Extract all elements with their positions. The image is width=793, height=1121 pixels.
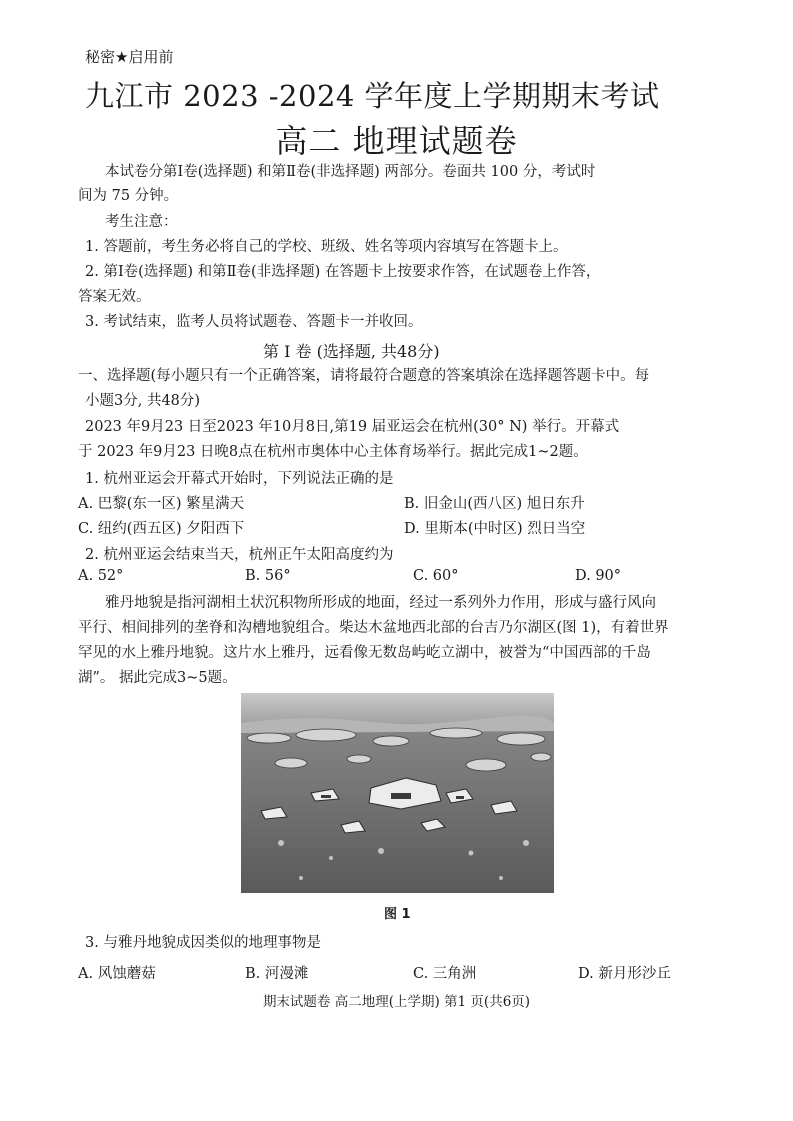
question-2-option-a: A. 52° — [78, 568, 124, 584]
material-2-line-2: 平行、相间排列的垄脊和沟槽地貌组合。柴达木盆地西北部的台吉乃尔湖区(图 1)，有着世界 — [78, 620, 669, 636]
material-2-line-3: 罕见的水上雅丹地貌。这片水上雅丹，远看像无数岛屿屹立湖中，被誉为“中国西部的千岛 — [78, 645, 651, 661]
section-title: 第 Ⅰ 卷 (选择题, 共48分) — [263, 342, 440, 361]
question-1-stem: 1. 杭州亚运会开幕式开始时，下列说法正确的是 — [85, 471, 394, 487]
question-1-option-a: A. 巴黎(东一区) 繁星满天 — [78, 496, 245, 512]
question-2-option-d: D. 90° — [575, 568, 622, 584]
intro-line-1: 本试卷分第Ⅰ卷(选择题) 和第Ⅱ卷(非选择题) 两部分。卷面共 100 分，考试时 — [105, 164, 596, 180]
question-2-stem: 2. 杭州亚运会结束当天，杭州正午太阳高度约为 — [85, 547, 394, 563]
page-footer: 期末试题卷 高二地理(上学期) 第1 页(共6页) — [262, 994, 531, 1010]
intro-line-2: 间为 75 分钟。 — [78, 188, 179, 204]
question-3-option-b: B. 河漫滩 — [245, 966, 309, 982]
material-1-line-2: 于 2023 年9月23 日晚8点在杭州市奥体中心主体育场举行。据此完成1~2题。 — [78, 444, 588, 460]
question-1-option-b: B. 旧金山(西八区) 旭日东升 — [404, 496, 585, 512]
notice-item-2-cont: 答案无效。 — [78, 289, 151, 305]
confidential-label: 秘密★启用前 — [85, 48, 174, 66]
question-3-option-c: C. 三角洲 — [413, 966, 477, 982]
material-1-line-1: 2023 年9月23 日至2023 年10月8日,第19 届亚运会在杭州(30° N) 举行。开幕式 — [85, 419, 620, 435]
material-2-line-4: 湖”。 据此完成3~5题。 — [78, 670, 237, 686]
notice-title: 考生注意： — [105, 214, 178, 230]
paper-title: 高二 地理试题卷 — [275, 122, 518, 160]
yardang-lake-photo — [241, 693, 554, 893]
question-3-option-d: D. 新月形沙丘 — [578, 966, 671, 982]
section-instructions-cont: 小题3分, 共48分) — [85, 393, 201, 409]
material-2-line-1: 雅丹地貌是指河湖相土状沉积物所形成的地面，经过一系列外力作用，形成与盛行风向 — [105, 595, 656, 611]
exam-title: 九江市 2023 -2024 学年度上学期期末考试 — [85, 79, 660, 113]
question-1-option-c: C. 纽约(西五区) 夕阳西下 — [78, 521, 245, 537]
question-1-option-d: D. 里斯本(中时区) 烈日当空 — [404, 521, 586, 537]
question-2-option-b: B. 56° — [245, 568, 291, 584]
question-3-option-a: A. 风蚀蘑菇 — [78, 966, 156, 982]
section-instructions: 一、选择题(每小题只有一个正确答案，请将最符合题意的答案填涂在选择题答题卡中。每 — [78, 368, 650, 384]
figure-caption: 图 1 — [384, 907, 411, 922]
question-2-option-c: C. 60° — [413, 568, 459, 584]
yardang-photo-drawing — [241, 693, 554, 893]
question-3-stem: 3. 与雅丹地貌成因类似的地理事物是 — [85, 935, 321, 951]
notice-item-2: 2. 第Ⅰ卷(选择题) 和第Ⅱ卷(非选择题) 在答题卡上按要求作答，在试题卷上作答， — [85, 264, 601, 280]
notice-item-3: 3. 考试结束，监考人员将试题卷、答题卡一并收回。 — [85, 314, 423, 330]
notice-item-1: 1. 答题前，考生务必将自己的学校、班级、姓名等项内容填写在答题卡上。 — [85, 239, 568, 255]
